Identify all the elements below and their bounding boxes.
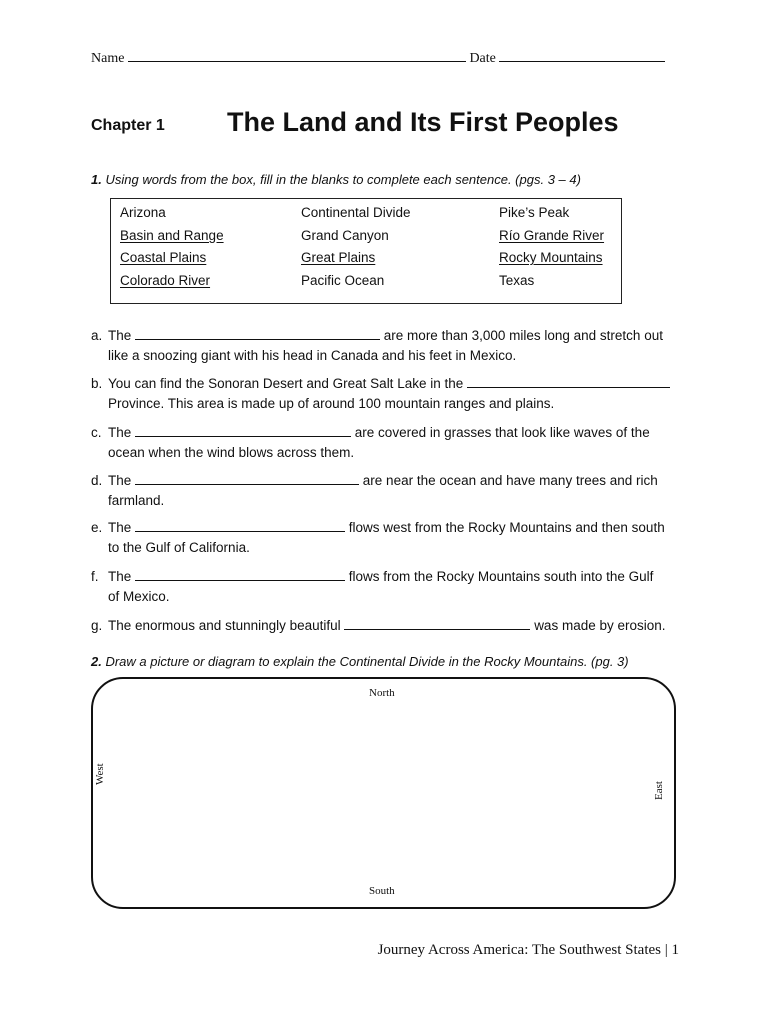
date-field[interactable] — [499, 49, 665, 62]
item-text: flows from the Rocky Mountains south into the Gulf — [348, 569, 654, 584]
answer-blank-f[interactable] — [135, 567, 345, 581]
item-text: The — [108, 569, 132, 584]
date-label: Date — [469, 51, 496, 66]
item-text: farmland. — [108, 493, 165, 508]
word-bank-item: Coastal Plains — [120, 250, 207, 265]
word-bank — [110, 198, 622, 304]
item-text: are more than 3,000 miles long and stretch out — [383, 328, 663, 343]
word-bank-item: Colorado River — [120, 273, 211, 288]
word-bank-item: Arizona — [120, 205, 166, 220]
item-letter: f. — [91, 569, 99, 584]
item-text: The enormous and stunningly beautiful — [108, 618, 341, 633]
question-1 — [91, 172, 581, 187]
drawing-area[interactable] — [91, 677, 676, 909]
question-2-number: 2. — [91, 654, 102, 669]
item-letter: b. — [91, 376, 103, 391]
item-text: flows west from the Rocky Mountains and then south — [348, 520, 665, 535]
item-text: The — [108, 425, 132, 440]
item-text: ocean when the wind blows across them. — [108, 445, 355, 460]
item-letter: d. — [91, 473, 103, 488]
compass-south-label: South — [369, 885, 395, 897]
word-bank-item: Rocky Mountains — [499, 250, 603, 265]
answer-blank-b[interactable] — [467, 374, 670, 388]
item-text: The — [108, 473, 132, 488]
answer-blank-e[interactable] — [135, 518, 345, 532]
item-text: The — [108, 520, 132, 535]
word-bank-item: Pike’s Peak — [499, 205, 570, 220]
answer-blank-c[interactable] — [135, 423, 351, 437]
item-text: You can find the Sonoran Desert and Great Salt Lake in the — [108, 376, 464, 391]
answer-blank-g[interactable] — [344, 616, 530, 630]
compass-north-label: North — [369, 687, 395, 699]
item-letter: a. — [91, 328, 103, 343]
item-text: Province. This area is made up of around 100 mountain ranges and plains. — [108, 396, 555, 411]
item-letter: g. — [91, 618, 103, 633]
name-date-line — [91, 49, 665, 67]
answer-blank-a[interactable] — [135, 326, 380, 340]
word-bank-item: Pacific Ocean — [301, 273, 385, 288]
item-text: like a snoozing giant with his head in Canada and his feet in Mexico. — [108, 348, 517, 363]
word-bank-item: Grand Canyon — [301, 228, 389, 243]
item-text: to the Gulf of California. — [108, 540, 250, 555]
item-text: of Mexico. — [108, 589, 170, 604]
compass-east-label: East — [653, 781, 665, 800]
question-2 — [91, 654, 629, 669]
compass-west-label: West — [94, 763, 106, 785]
item-letter: c. — [91, 425, 102, 440]
item-text: are covered in grasses that look like waves of the — [354, 425, 650, 440]
name-field[interactable] — [128, 49, 466, 62]
question-1-number: 1. — [91, 172, 102, 187]
item-text: are near the ocean and have many trees and rich — [362, 473, 658, 488]
word-bank-item: Basin and Range — [120, 228, 224, 243]
word-bank-item: Great Plains — [301, 250, 376, 265]
item-text: The — [108, 328, 132, 343]
word-bank-item: Río Grande River — [499, 228, 605, 243]
page-title: The Land and Its First Peoples — [227, 107, 619, 137]
page-footer: Journey Across America: The Southwest States | 1 — [377, 942, 679, 958]
question-2-text: Draw a picture or diagram to explain the Continental Divide in the Rocky Mountains. (pg. 3) — [105, 654, 629, 669]
question-1-text: Using words from the box, fill in the blanks to complete each sentence. (pgs. 3 – 4) — [105, 172, 581, 187]
word-bank-item: Continental Divide — [301, 205, 411, 220]
item-text: was made by erosion. — [534, 618, 666, 633]
word-bank-item: Texas — [499, 273, 535, 288]
chapter-label: Chapter 1 — [91, 117, 165, 134]
item-letter: e. — [91, 520, 103, 535]
name-label: Name — [91, 51, 125, 66]
answer-blank-d[interactable] — [135, 471, 359, 485]
